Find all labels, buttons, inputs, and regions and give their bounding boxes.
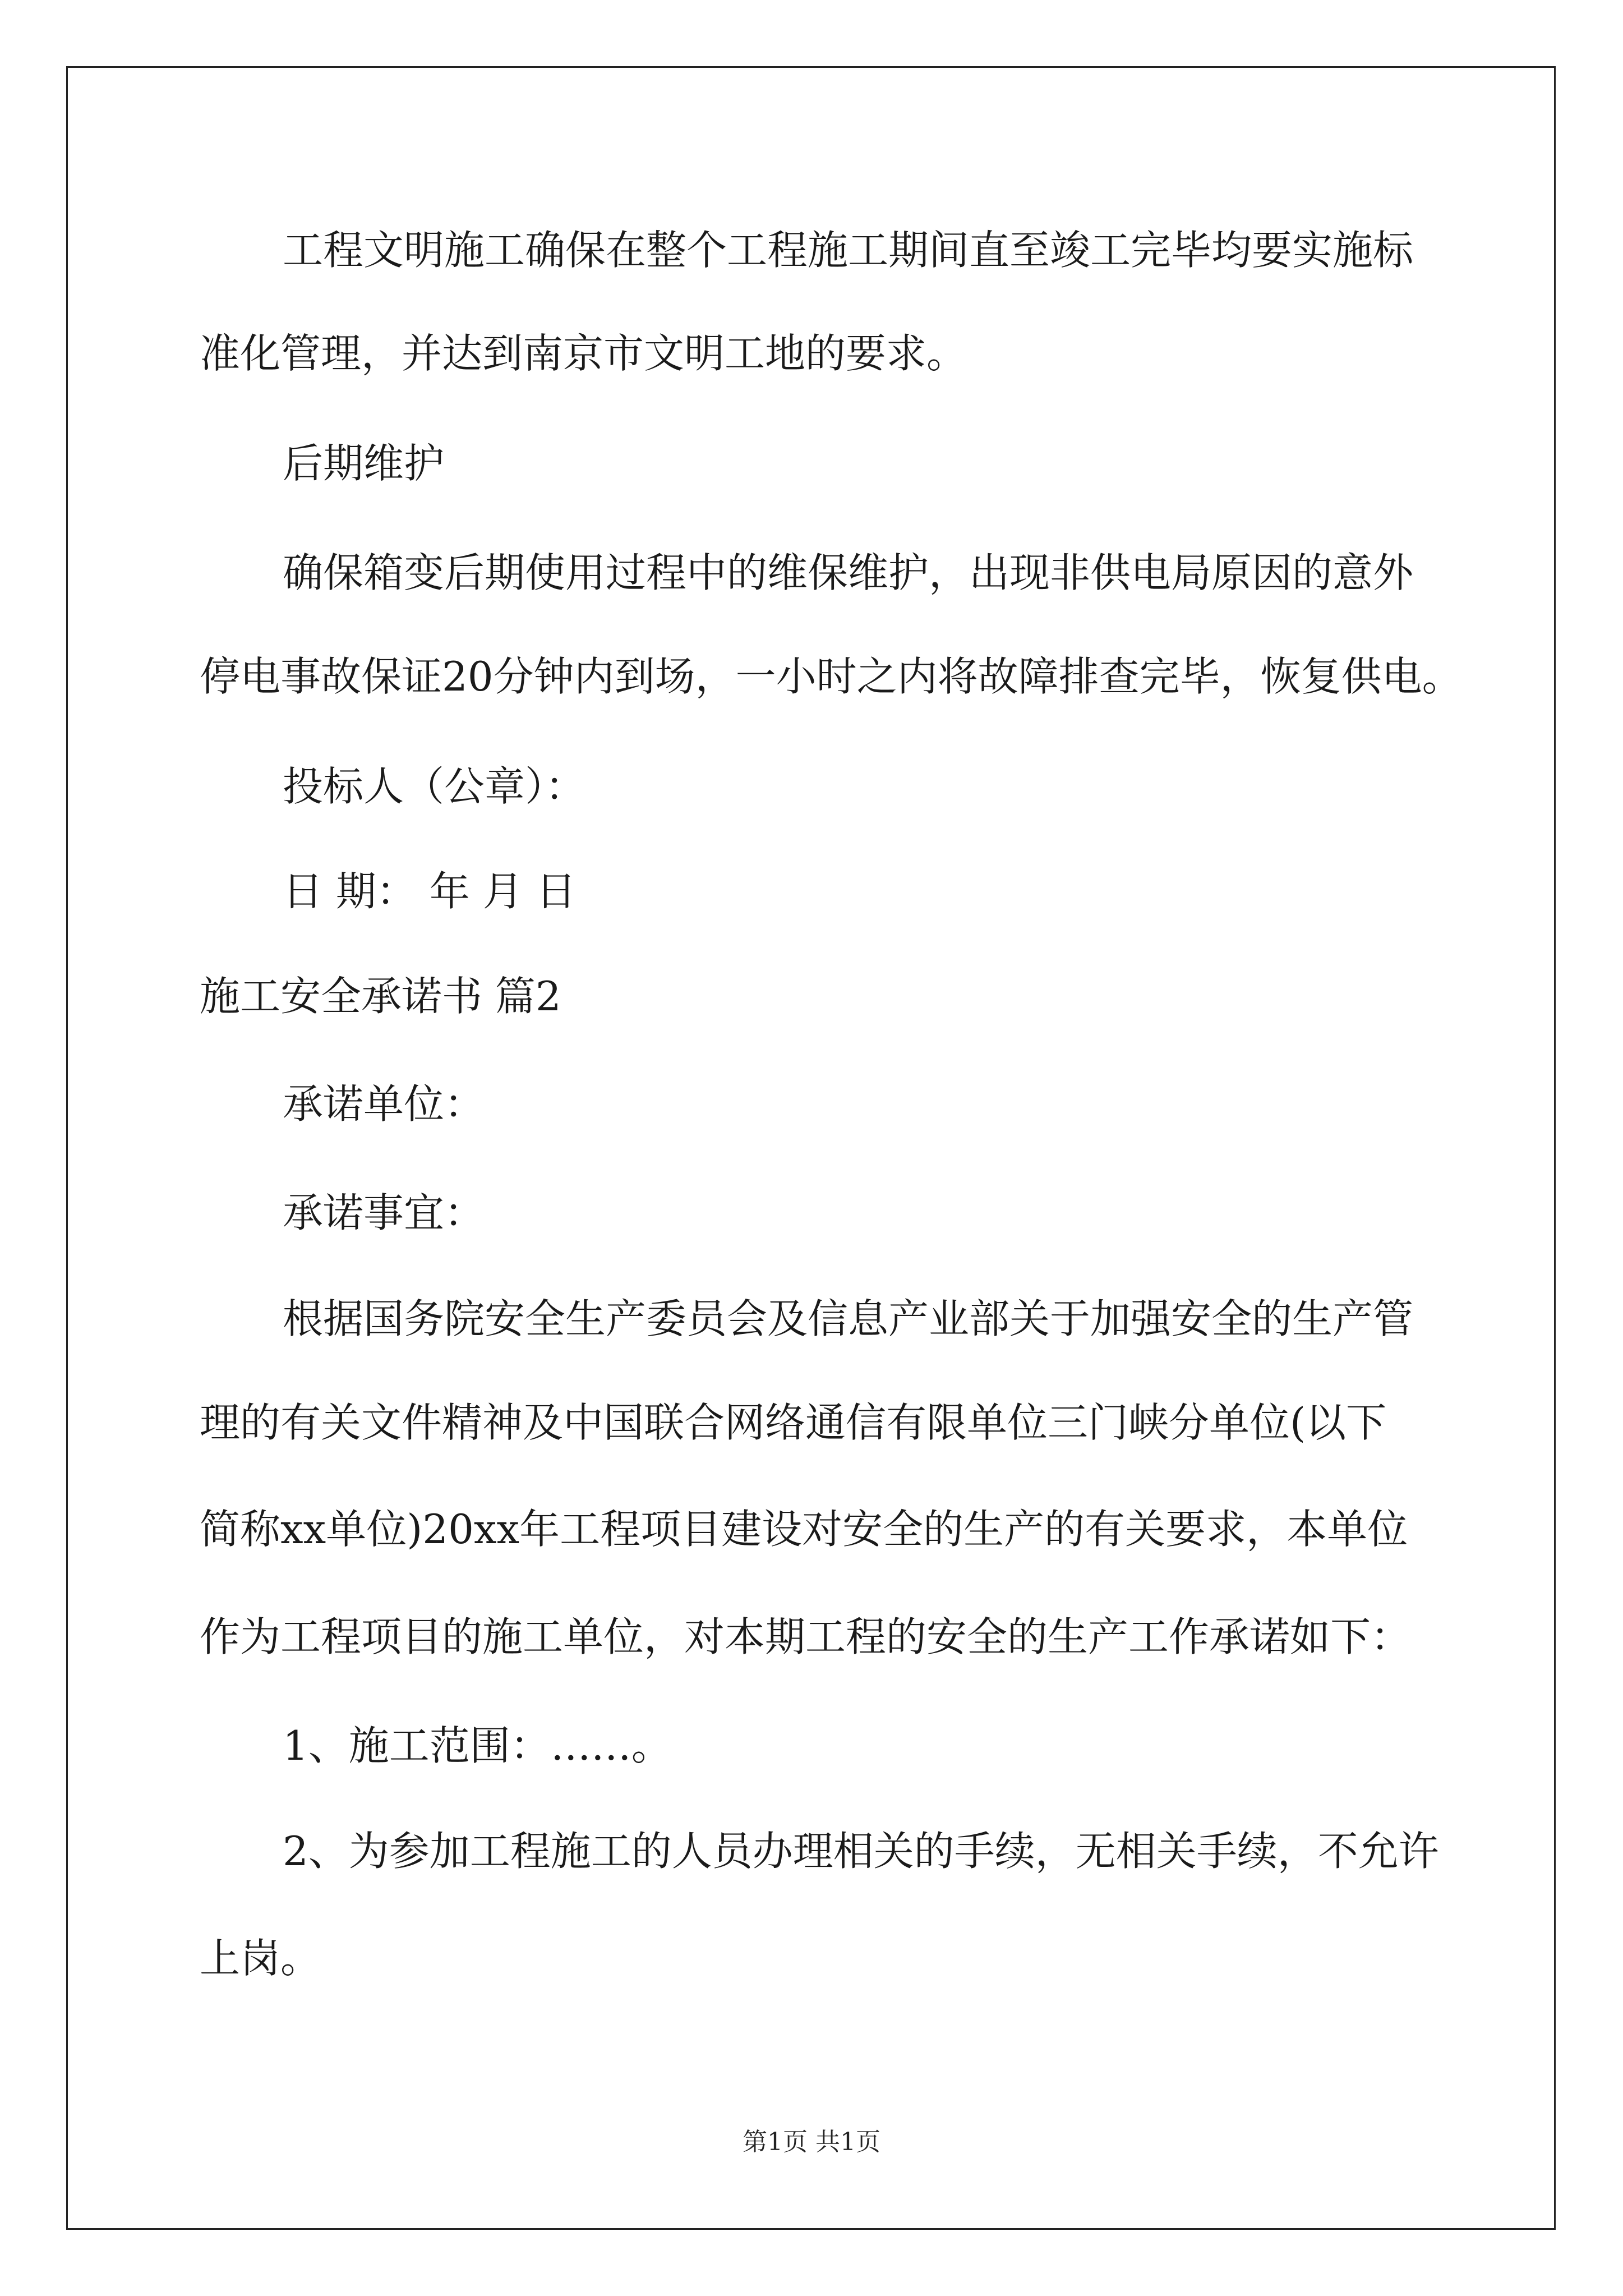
list-item: 2、为参加工程施工的人员办理相关的手续，无相关手续，不允许 bbox=[283, 1828, 1439, 1875]
field-label: 承诺单位： bbox=[283, 1080, 485, 1128]
paragraph-line: 停电事故保证20分钟内到场，一小时之内将故障排查完毕，恢复供电。 bbox=[200, 653, 1463, 700]
signature-line: 投标人（公章）： bbox=[283, 763, 586, 810]
date-line: 日 期： 年 月 日 bbox=[283, 868, 577, 915]
field-label: 承诺事宜： bbox=[283, 1189, 485, 1236]
document-title: 施工安全承诺书 篇2 bbox=[200, 973, 561, 1020]
paragraph-line: 作为工程项目的施工单位，对本期工程的安全的生产工作承诺如下： bbox=[200, 1613, 1412, 1660]
paragraph-line: 理的有关文件精神及中国联合网络通信有限单位三门峡分单位(以下 bbox=[200, 1399, 1387, 1446]
list-item: 1、施工范围：……。 bbox=[283, 1722, 672, 1769]
paragraph-line: 工程文明施工确保在整个工程施工期间直至竣工完毕均要实施标 bbox=[283, 227, 1414, 274]
section-heading: 后期维护 bbox=[283, 440, 445, 487]
paragraph-line: 根据国务院安全生产委员会及信息产业部关于加强安全的生产管 bbox=[283, 1295, 1414, 1342]
page-border bbox=[66, 66, 1556, 2230]
paragraph-line: 确保箱变后期使用过程中的维保维护，出现非供电局原因的意外 bbox=[283, 549, 1414, 596]
paragraph-line: 简称xx单位)20xx年工程项目建设对安全的生产的有关要求，本单位 bbox=[200, 1506, 1408, 1553]
paragraph-line: 准化管理，并达到南京市文明工地的要求。 bbox=[200, 330, 967, 377]
page-number: 第1页 共1页 bbox=[743, 2128, 880, 2156]
paragraph-line: 上岗。 bbox=[200, 1935, 321, 1982]
